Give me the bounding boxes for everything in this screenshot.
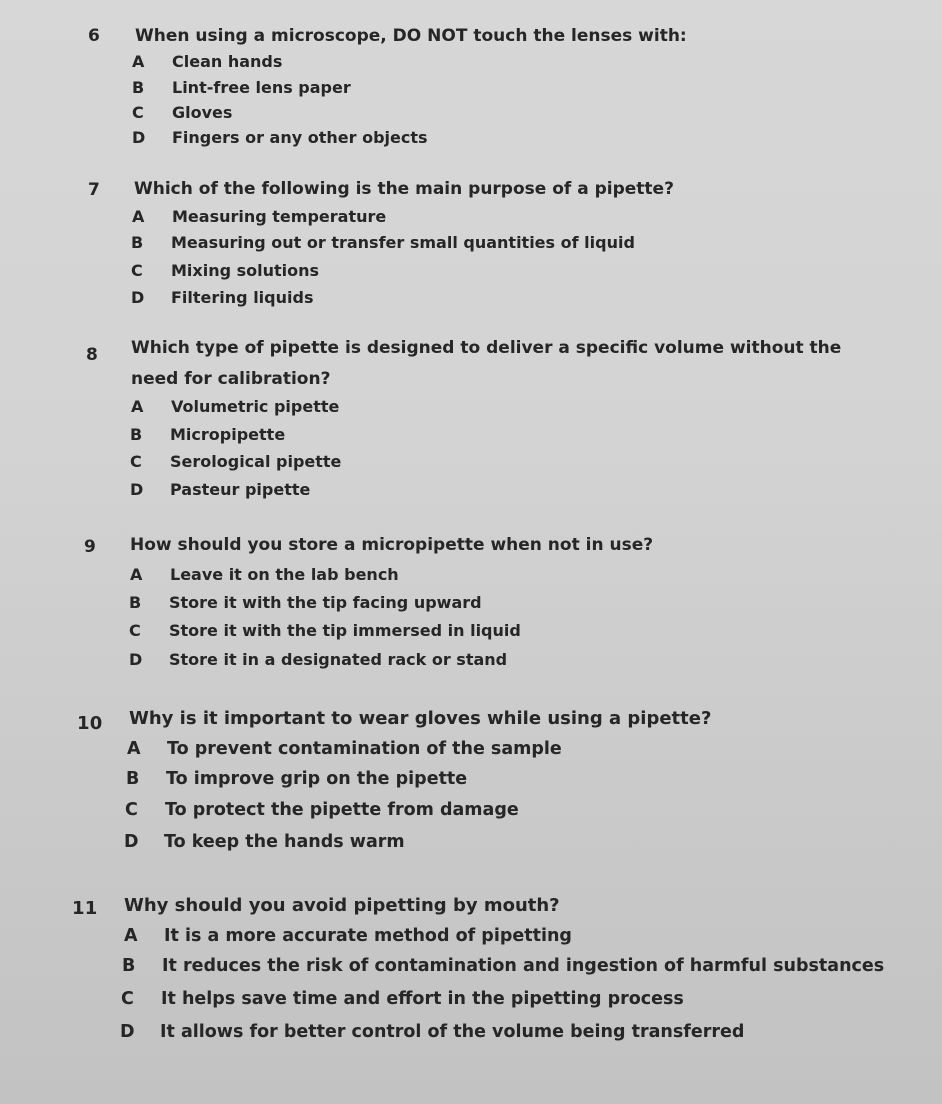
option-text: To prevent contamination of the sample: [167, 739, 562, 759]
question-text: Why should you avoid pipetting by mouth?: [124, 895, 560, 916]
question-text: When using a microscope, DO NOT touch the lenses with:: [135, 26, 687, 46]
option-text: Measuring temperature: [172, 207, 387, 226]
option-letter: C: [130, 452, 142, 471]
option-letter: A: [132, 207, 145, 226]
option-letter: A: [130, 565, 143, 584]
option-text: Filtering liquids: [171, 288, 314, 307]
option-text: Serological pipette: [170, 452, 342, 471]
question-number: 8: [86, 345, 99, 365]
option-text: It reduces the risk of contamination and ingestion of harmful substances: [162, 956, 885, 976]
option-text: Pasteur pipette: [170, 480, 311, 499]
question-number: 9: [84, 537, 97, 557]
option-text: To improve grip on the pipette: [166, 769, 468, 789]
question-number: 6: [88, 26, 101, 46]
option-letter: D: [120, 1022, 135, 1042]
option-text: To keep the hands warm: [164, 832, 405, 852]
option-text: It helps save time and effort in the pipetting process: [161, 989, 684, 1009]
option-text: To protect the pipette from damage: [165, 800, 519, 820]
option-text: Clean hands: [172, 52, 283, 71]
option-text: Mixing solutions: [171, 261, 320, 280]
option-text: Store it in a designated rack or stand: [169, 650, 508, 669]
option-letter: B: [130, 425, 143, 444]
option-text: Micropipette: [170, 425, 286, 444]
option-letter: C: [125, 800, 138, 820]
option-text: It is a more accurate method of pipetting: [164, 926, 572, 946]
option-text: It allows for better control of the volume being transferred: [160, 1022, 745, 1042]
question-text: How should you store a micropipette when not in use?: [130, 535, 654, 555]
option-text: Store it with the tip immersed in liquid: [169, 621, 521, 640]
option-letter: B: [122, 956, 136, 976]
option-letter: B: [129, 593, 142, 612]
option-text: Fingers or any other objects: [172, 128, 428, 147]
option-letter: C: [132, 103, 144, 122]
option-text: Lint-free lens paper: [172, 78, 351, 97]
question-number: 11: [72, 898, 98, 919]
option-text: Store it with the tip facing upward: [169, 593, 482, 612]
option-letter: D: [124, 832, 139, 852]
option-letter: A: [132, 52, 145, 71]
option-text: Leave it on the lab bench: [170, 565, 399, 584]
option-letter: A: [124, 926, 138, 946]
question-number: 7: [88, 180, 101, 200]
option-letter: C: [131, 261, 143, 280]
option-letter: D: [132, 128, 146, 147]
option-text: Volumetric pipette: [171, 397, 340, 416]
option-letter: D: [131, 288, 145, 307]
question-text: Which of the following is the main purpose of a pipette?: [134, 179, 674, 199]
question-number: 10: [77, 713, 103, 734]
question-text: Why is it important to wear gloves while using a pipette?: [129, 708, 712, 729]
option-text: Gloves: [172, 103, 233, 122]
option-letter: B: [132, 78, 145, 97]
option-letter: A: [131, 397, 144, 416]
option-letter: B: [126, 769, 140, 789]
question-text: Which type of pipette is designed to deliver a specific volume without the need for calibration?: [131, 338, 842, 389]
option-letter: D: [130, 480, 144, 499]
option-letter: C: [129, 621, 141, 640]
option-text: Measuring out or transfer small quantities of liquid: [171, 233, 635, 252]
option-letter: A: [127, 739, 141, 759]
option-letter: C: [121, 989, 134, 1009]
option-letter: B: [131, 233, 144, 252]
option-letter: D: [129, 650, 143, 669]
